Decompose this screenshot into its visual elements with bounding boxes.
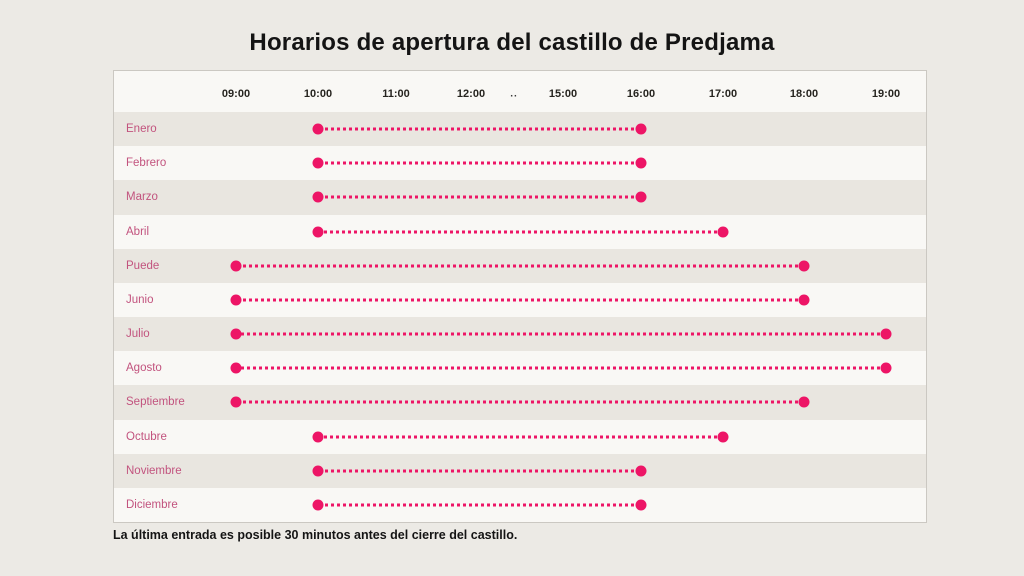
time-tick: 19:00 bbox=[871, 87, 901, 100]
open-dot bbox=[313, 431, 324, 442]
close-dot bbox=[799, 294, 810, 305]
month-label: Abril bbox=[126, 225, 150, 238]
open-dot bbox=[231, 294, 242, 305]
close-dot bbox=[636, 499, 647, 510]
month-row bbox=[114, 385, 926, 419]
month-row bbox=[114, 488, 926, 522]
month-label: Marzo bbox=[126, 191, 158, 204]
open-close-line bbox=[236, 264, 804, 267]
open-dot bbox=[231, 397, 242, 408]
month-label: Noviembre bbox=[126, 464, 182, 477]
month-label: Octubre bbox=[126, 430, 167, 443]
open-dot bbox=[231, 260, 242, 271]
month-label: Enero bbox=[126, 123, 157, 136]
open-dot bbox=[313, 192, 324, 203]
chart-rows bbox=[114, 112, 926, 522]
time-tick: 18:00 bbox=[789, 87, 819, 100]
open-close-line bbox=[318, 503, 641, 506]
close-dot bbox=[799, 260, 810, 271]
time-tick: 09:00 bbox=[221, 87, 251, 100]
month-row bbox=[114, 283, 926, 317]
time-tick: 15:00 bbox=[548, 87, 578, 100]
open-close-line bbox=[236, 298, 804, 301]
month-row bbox=[114, 146, 926, 180]
open-dot bbox=[313, 158, 324, 169]
open-close-line bbox=[318, 196, 641, 199]
month-row bbox=[114, 317, 926, 351]
open-dot bbox=[231, 363, 242, 374]
axis-break-tick: .. bbox=[510, 88, 518, 100]
open-close-line bbox=[318, 230, 723, 233]
close-dot bbox=[636, 124, 647, 135]
month-label: Agosto bbox=[126, 362, 162, 375]
close-dot bbox=[636, 158, 647, 169]
month-label: Junio bbox=[126, 293, 154, 306]
time-tick: 10:00 bbox=[303, 87, 333, 100]
month-label: Diciembre bbox=[126, 498, 178, 511]
time-tick: 11:00 bbox=[382, 87, 410, 100]
month-row bbox=[114, 351, 926, 385]
month-row bbox=[114, 180, 926, 214]
month-label: Febrero bbox=[126, 157, 167, 170]
open-close-line bbox=[236, 401, 804, 404]
time-axis bbox=[114, 71, 926, 112]
open-close-line bbox=[318, 128, 641, 131]
footnote: La última entrada es posible 30 minutos antes del cierre del castillo. bbox=[113, 528, 518, 542]
close-dot bbox=[881, 329, 892, 340]
month-row bbox=[114, 420, 926, 454]
open-dot bbox=[313, 226, 324, 237]
time-tick: 16:00 bbox=[626, 87, 656, 100]
chart-panel bbox=[113, 70, 927, 523]
open-close-line bbox=[318, 435, 723, 438]
open-close-line bbox=[236, 333, 886, 336]
open-dot bbox=[231, 329, 242, 340]
close-dot bbox=[799, 397, 810, 408]
month-row bbox=[114, 454, 926, 488]
open-dot bbox=[313, 465, 324, 476]
month-label: Septiembre bbox=[126, 396, 185, 409]
month-label: Puede bbox=[126, 259, 160, 272]
month-label: Julio bbox=[126, 328, 150, 341]
month-row bbox=[114, 249, 926, 283]
time-tick: 17:00 bbox=[708, 87, 738, 100]
open-dot bbox=[313, 499, 324, 510]
open-close-line bbox=[318, 162, 641, 165]
month-row bbox=[114, 112, 926, 146]
open-dot bbox=[313, 124, 324, 135]
close-dot bbox=[881, 363, 892, 374]
close-dot bbox=[636, 192, 647, 203]
close-dot bbox=[636, 465, 647, 476]
month-row bbox=[114, 215, 926, 249]
close-dot bbox=[718, 431, 729, 442]
time-tick: 12:00 bbox=[456, 87, 486, 100]
page-title: Horarios de apertura del castillo de Predjama bbox=[249, 29, 775, 56]
close-dot bbox=[718, 226, 729, 237]
open-close-line bbox=[236, 367, 886, 370]
open-close-line bbox=[318, 469, 641, 472]
